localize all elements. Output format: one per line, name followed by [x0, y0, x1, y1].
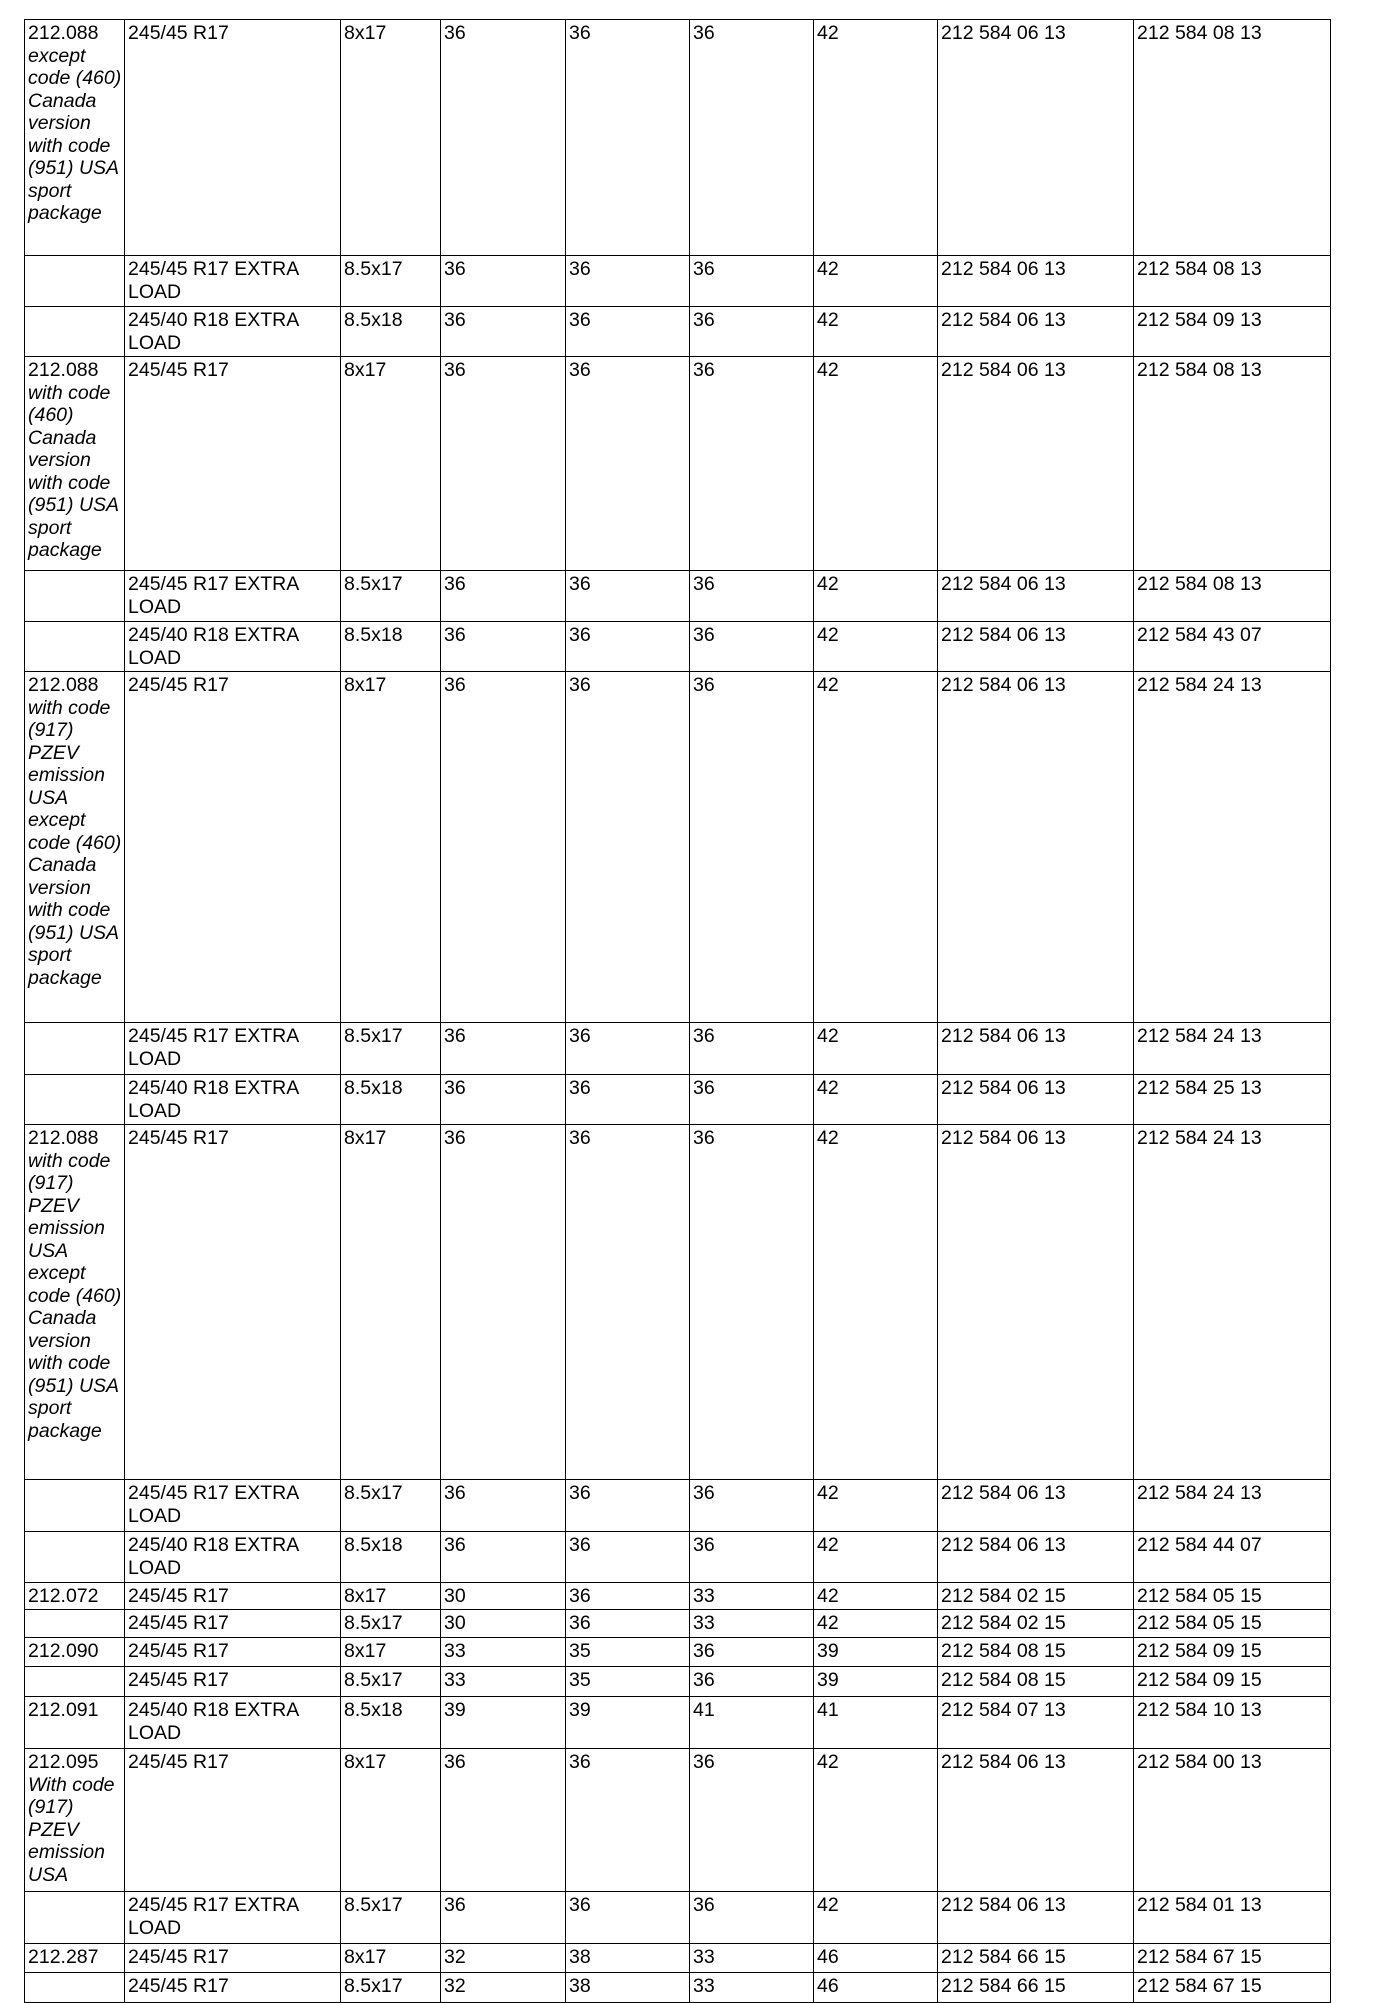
table-row [25, 1697, 1331, 1749]
cell-pressure-1: 33 [441, 1638, 566, 1667]
cell-model [25, 672, 125, 1023]
cell-pressure-3: 33 [690, 1973, 814, 2003]
cell-rim-size: 8.5x17 [341, 1892, 441, 1944]
cell-pressure-1: 36 [441, 622, 566, 672]
cell-pressure-1: 36 [441, 357, 566, 571]
cell-tire-size: 245/40 R18 EXTRA LOAD [125, 622, 341, 672]
model-condition-note: with code (917) PZEV emission USA except code (460) Canada version with code (951) USA sport package [28, 1149, 122, 1442]
cell-model [25, 1638, 125, 1667]
model-code: 212.088 [28, 359, 99, 381]
cell-model [25, 1480, 125, 1532]
cell-part-number-b: 212 584 24 13 [1134, 1023, 1331, 1075]
cell-pressure-4: 42 [814, 672, 938, 1023]
cell-tire-size: 245/45 R17 [125, 1125, 341, 1480]
cell-pressure-1: 36 [441, 307, 566, 357]
table-row [25, 1532, 1331, 1583]
cell-tire-size: 245/45 R17 [125, 1583, 341, 1610]
cell-pressure-1: 36 [441, 1892, 566, 1944]
cell-rim-size: 8.5x18 [341, 1075, 441, 1125]
cell-pressure-1: 36 [441, 1480, 566, 1532]
cell-pressure-4: 42 [814, 1749, 938, 1892]
cell-pressure-3: 36 [690, 571, 814, 622]
cell-model [25, 1892, 125, 1944]
cell-part-number-a: 212 584 06 13 [938, 672, 1134, 1023]
cell-part-number-b: 212 584 00 13 [1134, 1749, 1331, 1892]
cell-pressure-3: 36 [690, 1892, 814, 1944]
cell-part-number-b: 212 584 24 13 [1134, 672, 1331, 1023]
cell-pressure-4: 42 [814, 307, 938, 357]
cell-pressure-3: 41 [690, 1697, 814, 1749]
cell-rim-size: 8x17 [341, 1125, 441, 1480]
cell-part-number-a: 212 584 06 13 [938, 1480, 1134, 1532]
model-code: 212.072 [28, 1585, 99, 1607]
model-condition-note: except code (460) Canada version with code (951) USA sport package [28, 44, 122, 224]
cell-rim-size: 8x17 [341, 1638, 441, 1667]
table-row [25, 1892, 1331, 1944]
cell-tire-size: 245/45 R17 EXTRA LOAD [125, 571, 341, 622]
cell-pressure-3: 36 [690, 672, 814, 1023]
cell-pressure-2: 36 [566, 256, 690, 307]
cell-part-number-b: 212 584 10 13 [1134, 1697, 1331, 1749]
cell-pressure-2: 36 [566, 622, 690, 672]
cell-pressure-3: 36 [690, 1749, 814, 1892]
cell-pressure-4: 42 [814, 256, 938, 307]
table-row [25, 256, 1331, 307]
cell-pressure-4: 46 [814, 1944, 938, 1973]
cell-pressure-1: 30 [441, 1583, 566, 1610]
cell-rim-size: 8.5x18 [341, 1697, 441, 1749]
table-row [25, 1583, 1331, 1610]
cell-pressure-2: 36 [566, 1125, 690, 1480]
cell-model [25, 1583, 125, 1610]
cell-part-number-b: 212 584 08 13 [1134, 571, 1331, 622]
cell-pressure-1: 33 [441, 1667, 566, 1697]
model-code: 212.091 [28, 1699, 99, 1721]
cell-tire-size: 245/45 R17 [125, 1610, 341, 1638]
cell-pressure-4: 39 [814, 1667, 938, 1697]
cell-part-number-a: 212 584 06 13 [938, 1075, 1134, 1125]
cell-pressure-3: 36 [690, 1023, 814, 1075]
cell-model [25, 1023, 125, 1075]
cell-tire-size: 245/45 R17 [125, 20, 341, 256]
cell-pressure-3: 36 [690, 622, 814, 672]
cell-pressure-4: 42 [814, 1532, 938, 1583]
cell-pressure-2: 36 [566, 1610, 690, 1638]
cell-model [25, 1944, 125, 1973]
cell-rim-size: 8x17 [341, 1583, 441, 1610]
cell-model [25, 256, 125, 307]
cell-tire-size: 245/40 R18 EXTRA LOAD [125, 1697, 341, 1749]
cell-part-number-a: 212 584 06 13 [938, 256, 1134, 307]
cell-pressure-2: 36 [566, 1749, 690, 1892]
cell-part-number-a: 212 584 06 13 [938, 571, 1134, 622]
cell-pressure-1: 36 [441, 1023, 566, 1075]
cell-pressure-4: 46 [814, 1973, 938, 2003]
cell-part-number-a: 212 584 06 13 [938, 1892, 1134, 1944]
cell-model [25, 1667, 125, 1697]
cell-rim-size: 8.5x17 [341, 1480, 441, 1532]
cell-part-number-a: 212 584 06 13 [938, 1532, 1134, 1583]
cell-tire-size: 245/45 R17 [125, 357, 341, 571]
cell-pressure-4: 42 [814, 357, 938, 571]
cell-part-number-a: 212 584 06 13 [938, 307, 1134, 357]
table-row [25, 1944, 1331, 1973]
table-row [25, 357, 1331, 571]
cell-part-number-b: 212 584 24 13 [1134, 1125, 1331, 1480]
cell-part-number-b: 212 584 67 15 [1134, 1944, 1331, 1973]
cell-part-number-b: 212 584 08 13 [1134, 20, 1331, 256]
cell-part-number-a: 212 584 02 15 [938, 1583, 1134, 1610]
table-row [25, 1749, 1331, 1892]
cell-part-number-a: 212 584 06 13 [938, 1023, 1134, 1075]
cell-model [25, 1075, 125, 1125]
cell-pressure-4: 42 [814, 1892, 938, 1944]
cell-part-number-b: 212 584 09 13 [1134, 307, 1331, 357]
cell-part-number-b: 212 584 09 15 [1134, 1667, 1331, 1697]
cell-model [25, 571, 125, 622]
cell-pressure-2: 36 [566, 1023, 690, 1075]
tire-pressure-table [24, 19, 1331, 2003]
cell-rim-size: 8.5x18 [341, 307, 441, 357]
cell-part-number-a: 212 584 06 13 [938, 20, 1134, 256]
cell-pressure-4: 42 [814, 1583, 938, 1610]
cell-rim-size: 8x17 [341, 1944, 441, 1973]
cell-pressure-2: 36 [566, 1480, 690, 1532]
cell-pressure-2: 36 [566, 20, 690, 256]
cell-model [25, 1697, 125, 1749]
cell-pressure-4: 42 [814, 20, 938, 256]
cell-part-number-a: 212 584 06 13 [938, 1125, 1134, 1480]
model-condition-note: with code (460) Canada version with code (951) USA sport package [28, 381, 119, 561]
cell-pressure-2: 35 [566, 1638, 690, 1667]
cell-rim-size: 8x17 [341, 357, 441, 571]
cell-part-number-a: 212 584 06 13 [938, 357, 1134, 571]
table-row [25, 571, 1331, 622]
cell-pressure-4: 42 [814, 1610, 938, 1638]
model-condition-note: with code (917) PZEV emission USA except code (460) Canada version with code (951) USA sport package [28, 696, 122, 989]
cell-part-number-b: 212 584 08 13 [1134, 256, 1331, 307]
cell-rim-size: 8x17 [341, 672, 441, 1023]
cell-pressure-2: 36 [566, 1532, 690, 1583]
cell-model [25, 1125, 125, 1480]
cell-rim-size: 8x17 [341, 20, 441, 256]
cell-pressure-1: 36 [441, 256, 566, 307]
cell-part-number-b: 212 584 09 15 [1134, 1638, 1331, 1667]
cell-pressure-2: 38 [566, 1944, 690, 1973]
table-row [25, 307, 1331, 357]
cell-rim-size: 8x17 [341, 1749, 441, 1892]
model-code: 212.095 [28, 1751, 99, 1773]
table-row [25, 1638, 1331, 1667]
cell-tire-size: 245/40 R18 EXTRA LOAD [125, 1075, 341, 1125]
cell-rim-size: 8.5x17 [341, 1610, 441, 1638]
cell-pressure-4: 42 [814, 1023, 938, 1075]
cell-pressure-3: 33 [690, 1610, 814, 1638]
cell-tire-size: 245/45 R17 EXTRA LOAD [125, 1480, 341, 1532]
cell-pressure-1: 36 [441, 20, 566, 256]
cell-model [25, 357, 125, 571]
cell-model [25, 1749, 125, 1892]
cell-part-number-b: 212 584 01 13 [1134, 1892, 1331, 1944]
cell-part-number-a: 212 584 07 13 [938, 1697, 1134, 1749]
cell-pressure-3: 36 [690, 357, 814, 571]
cell-pressure-2: 36 [566, 357, 690, 571]
cell-pressure-3: 33 [690, 1944, 814, 1973]
cell-model [25, 1532, 125, 1583]
table-row [25, 1667, 1331, 1697]
cell-tire-size: 245/45 R17 [125, 1749, 341, 1892]
model-code: 212.287 [28, 1946, 99, 1968]
model-code: 212.088 [28, 22, 99, 44]
cell-model [25, 1610, 125, 1638]
cell-pressure-1: 39 [441, 1697, 566, 1749]
cell-pressure-3: 36 [690, 1480, 814, 1532]
cell-tire-size: 245/40 R18 EXTRA LOAD [125, 307, 341, 357]
cell-tire-size: 245/40 R18 EXTRA LOAD [125, 1532, 341, 1583]
cell-rim-size: 8.5x18 [341, 1532, 441, 1583]
cell-pressure-3: 36 [690, 20, 814, 256]
cell-model [25, 20, 125, 256]
model-code: 212.088 [28, 1127, 99, 1149]
cell-rim-size: 8.5x17 [341, 1023, 441, 1075]
cell-part-number-a: 212 584 66 15 [938, 1944, 1134, 1973]
cell-part-number-b: 212 584 44 07 [1134, 1532, 1331, 1583]
cell-model [25, 307, 125, 357]
table-row [25, 1125, 1331, 1480]
cell-part-number-b: 212 584 08 13 [1134, 357, 1331, 571]
cell-part-number-a: 212 584 02 15 [938, 1610, 1134, 1638]
cell-part-number-a: 212 584 06 13 [938, 1749, 1134, 1892]
cell-pressure-2: 36 [566, 1075, 690, 1125]
model-condition-note: With code (917) PZEV emission USA [28, 1773, 115, 1886]
cell-part-number-a: 212 584 08 15 [938, 1667, 1134, 1697]
cell-part-number-a: 212 584 06 13 [938, 622, 1134, 672]
table-row [25, 622, 1331, 672]
cell-part-number-b: 212 584 43 07 [1134, 622, 1331, 672]
cell-pressure-1: 36 [441, 571, 566, 622]
cell-pressure-1: 36 [441, 1749, 566, 1892]
cell-part-number-b: 212 584 05 15 [1134, 1583, 1331, 1610]
cell-pressure-1: 30 [441, 1610, 566, 1638]
cell-pressure-3: 36 [690, 1638, 814, 1667]
cell-pressure-2: 36 [566, 1583, 690, 1610]
cell-tire-size: 245/45 R17 [125, 1667, 341, 1697]
cell-pressure-1: 32 [441, 1944, 566, 1973]
cell-rim-size: 8.5x17 [341, 256, 441, 307]
cell-pressure-1: 36 [441, 1532, 566, 1583]
cell-pressure-1: 36 [441, 672, 566, 1023]
cell-pressure-1: 36 [441, 1125, 566, 1480]
cell-pressure-3: 33 [690, 1583, 814, 1610]
cell-pressure-3: 36 [690, 256, 814, 307]
table-row [25, 1075, 1331, 1125]
cell-part-number-b: 212 584 24 13 [1134, 1480, 1331, 1532]
cell-tire-size: 245/45 R17 [125, 1638, 341, 1667]
cell-pressure-2: 36 [566, 571, 690, 622]
table-row [25, 1480, 1331, 1532]
cell-pressure-4: 42 [814, 1480, 938, 1532]
model-code: 212.088 [28, 674, 99, 696]
table-row [25, 1973, 1331, 2003]
cell-pressure-4: 41 [814, 1697, 938, 1749]
cell-part-number-a: 212 584 66 15 [938, 1973, 1134, 2003]
cell-tire-size: 245/45 R17 [125, 1973, 341, 2003]
table-row [25, 672, 1331, 1023]
cell-pressure-4: 42 [814, 1075, 938, 1125]
cell-pressure-2: 36 [566, 1892, 690, 1944]
cell-tire-size: 245/45 R17 EXTRA LOAD [125, 256, 341, 307]
cell-rim-size: 8.5x17 [341, 1667, 441, 1697]
cell-pressure-1: 32 [441, 1973, 566, 2003]
cell-tire-size: 245/45 R17 [125, 672, 341, 1023]
cell-part-number-b: 212 584 05 15 [1134, 1610, 1331, 1638]
model-code: 212.090 [28, 1640, 99, 1662]
cell-pressure-3: 36 [690, 307, 814, 357]
table-row [25, 1610, 1331, 1638]
cell-part-number-b: 212 584 67 15 [1134, 1973, 1331, 2003]
table-row [25, 20, 1331, 256]
cell-pressure-3: 36 [690, 1667, 814, 1697]
cell-tire-size: 245/45 R17 [125, 1944, 341, 1973]
cell-pressure-2: 36 [566, 307, 690, 357]
cell-pressure-2: 35 [566, 1667, 690, 1697]
cell-part-number-b: 212 584 25 13 [1134, 1075, 1331, 1125]
cell-pressure-2: 38 [566, 1973, 690, 2003]
cell-pressure-4: 42 [814, 622, 938, 672]
cell-pressure-4: 42 [814, 1125, 938, 1480]
cell-rim-size: 8.5x17 [341, 571, 441, 622]
table-row [25, 1023, 1331, 1075]
cell-part-number-a: 212 584 08 15 [938, 1638, 1134, 1667]
cell-pressure-2: 36 [566, 672, 690, 1023]
cell-pressure-2: 39 [566, 1697, 690, 1749]
cell-pressure-3: 36 [690, 1075, 814, 1125]
cell-pressure-4: 42 [814, 571, 938, 622]
cell-pressure-3: 36 [690, 1532, 814, 1583]
cell-rim-size: 8.5x18 [341, 622, 441, 672]
cell-model [25, 622, 125, 672]
cell-tire-size: 245/45 R17 EXTRA LOAD [125, 1892, 341, 1944]
cell-rim-size: 8.5x17 [341, 1973, 441, 2003]
cell-pressure-4: 39 [814, 1638, 938, 1667]
cell-tire-size: 245/45 R17 EXTRA LOAD [125, 1023, 341, 1075]
cell-pressure-3: 36 [690, 1125, 814, 1480]
cell-pressure-1: 36 [441, 1075, 566, 1125]
cell-model [25, 1973, 125, 2003]
